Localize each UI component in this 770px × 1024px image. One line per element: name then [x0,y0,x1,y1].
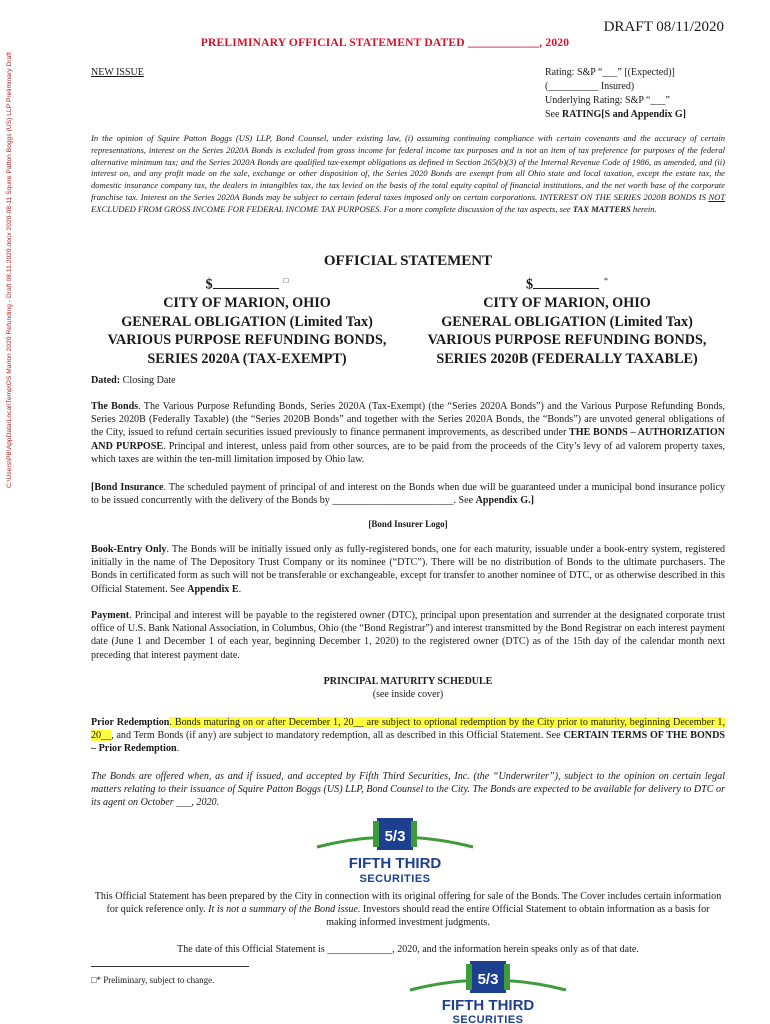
bond-insurer-logo-placeholder: [Bond Insurer Logo] [368,519,448,529]
svg-text:5/3: 5/3 [477,971,499,988]
dated-line: Dated: Closing Date [91,375,176,386]
svg-text:SECURITIES: SECURITIES [452,1014,524,1024]
footnote-preliminary: □* Preliminary, subject to change. [91,975,215,985]
series-2020a-heading [92,272,402,368]
svg-text:5/3: 5/3 [384,828,406,845]
series-a-obligation: GENERAL OBLIGATION (Limited Tax) [121,313,373,330]
series-b-purpose: VARIOUS PURPOSE REFUNDING BONDS, [427,332,707,349]
prepared-statement-paragraph: This Official Statement has been prepared by the City in connection with its original offering for sale of the Bonds. The Cover includes certain information for quick reference only. It is not a summary of the Bond issue. Investors should read the entire Official Statement to obtain information as a basis for making informed investment judgments. [94,891,722,929]
highlighted-redemption-text: . Bonds maturing on or after December 1, 20__ are subject to optional redemption by the City prior to maturity, beginning December 1, 20__ [91,717,725,742]
series-b-city: CITY OF MARION, OHIO [483,295,651,312]
series-a-series: SERIES 2020A (TAX-EXEMPT) [147,350,347,367]
series-b-amount: $ * [525,276,609,293]
maturity-schedule-title: PRINCIPAL MATURITY SCHEDULE [323,676,493,687]
series-b-footnote-mark: * [604,276,609,285]
preliminary-statement-header: PRELIMINARY OFFICIAL STATEMENT DATED ____________, 2020 [200,37,570,49]
statement-date-line: The date of this Official Statement is _____________, 2020, and the information herein speaks only as of that date. [177,944,639,955]
footnote-rule [91,966,249,967]
series-a-purpose: VARIOUS PURPOSE REFUNDING BONDS, [107,332,387,349]
rating-block [545,66,686,122]
svg-text:SECURITIES: SECURITIES [359,873,431,885]
tax-opinion-paragraph: In the opinion of Squire Patton Boggs (US) LLP, Bond Counsel, under existing law, (i) assuming continuing compliance with certain covenants and the accuracy of certain representations, interest on the Series 2020A Bonds is excluded from gross income for federal income tax purposes and is not an item of tax preference for purposes of the federal alternative minimum tax; and the Series 2020A Bonds are qualified tax-exempt obligations as defined in Section 265(b)(3) of the Internal Revenue Code of 1986, as amended, and (ii) interest on, and any profit made on the sale, exchange or other disposition of, the Series 2020 Bonds are exempt from all Ohio state and local taxation, except the estate tax, the domestic insurance company tax, the dealers in intangibles tax, the tax levied on the basis of the total equity capital of financial institutions, and the net worth base of the corporate franchise tax. Interest on the Series 2020A Bonds may be subject to certain federal taxes imposed only on certain corporations. INTEREST ON THE SERIES 2020B BONDS IS NOT EXCLUDED FROM GROSS INCOME FOR FEDERAL INCOME TAX PURPOSES. For a more complete discussion of the tax aspects, see TAX MATTERS herein. [91,133,725,214]
official-statement-title: OFFICIAL STATEMENT [323,253,493,269]
new-issue-label: NEW ISSUE [91,67,144,78]
rating-line-3: Underlying Rating: S&P “___” [545,95,670,106]
payment-paragraph: Payment. Principal and interest will be payable to the registered owner (DTC), principal upon presentation and surrender at the designated corporate trust office of U.S. Bank National Association, in Columbus, Ohio (the “Bond Registrar”) and interest transmitted by the Bond Registrar on each interest payment date (June 1 and December 1 of each year, beginning December 1, 2020) to the registered owner (DTC) as of the 15th day of the calendar month next preceding that interest payment date. [91,610,725,661]
series-b-series: SERIES 2020B (FEDERALLY TAXABLE) [436,350,698,367]
bond-insurance-paragraph: [Bond Insurance. The scheduled payment of principal of and interest on the Bonds when due will be guaranteed under a municipal bond insurance policy to be issued concurrently with the delivery of the Bonds by ________________________. See Appendix G.] [91,482,726,507]
svg-text:FIFTH THIRD: FIFTH THIRD [441,997,535,1014]
rating-line-4: See RATING[S and Appendix G] [545,109,686,120]
svg-text:FIFTH THIRD: FIFTH THIRD [348,855,442,872]
series-a-amount: $ □ [205,276,289,293]
series-2020b-heading [412,272,722,368]
series-a-footnote-mark: □ [283,276,289,285]
the-bonds-paragraph: The Bonds. The Various Purpose Refunding Bonds, Series 2020A (Tax-Exempt) (the “Series 2020A Bonds”) and the Various Purpose Refunding Bonds, Series 2020B (Federally Taxable) (the “Series 2020B Bonds” and together with the Series 2020A Bonds, the “Bonds”) are unvoted general obligations of the City, issued to refund certain securities issued previously to finance permanent improvements, as described under THE BONDS – AUTHORIZATION AND PURPOSE. Principal and interest, unless paid from other sources, are to be paid from the proceeds of the City’s levy of ad valorem property taxes, which taxes are within the ten-mill limitation imposed by Ohio law. [91,401,725,465]
offering-paragraph: The Bonds are offered when, as and if issued, and accepted by Fifth Third Securities, Inc. (the “Underwriter”), subject to the opinion on certain legal matters relating to their issuance of Squire Patton Boggs (US) LLP, Bond Counsel to the City. The Bonds are expected to be available for delivery to DTC or its agent on October ___, 2020. [91,771,725,809]
fifth-third-securities-logo-footer [408,960,568,1024]
book-entry-paragraph: Book-Entry Only. The Bonds will be initially issued only as fully-registered bonds, one for each maturity, issuable under a book-entry system, registered initially in the name of The Depository Trust Company or its nominee (“DTC”). There will be no distribution of Bonds to the ultimate purchasers. The Bonds in certificated form as such will not be transferable or exchangeable, except for transfer to another nominee of DTC, or as otherwise described in this Official Statement. See Appendix E. [91,544,725,595]
draft-label: DRAFT 08/11/2020 [603,19,724,35]
rating-line-2: (__________ Insured) [545,81,635,92]
document-path-stamp: C:\Users\PB\AppData\Local\Temp\OS Marion 2020 Refunding - Draft 08.11.2020.docx 2020-08-11 Squire Patton Boggs (US) LLP Preliminary Draft [6,51,13,488]
fifth-third-securities-logo [315,815,475,887]
tax-matters-ref: TAX MATTERS [572,203,631,214]
series-b-obligation: GENERAL OBLIGATION (Limited Tax) [441,313,693,330]
not-emphasis: NOT [708,191,725,202]
prior-redemption-paragraph: Prior Redemption. Bonds maturing on or after December 1, 20__ are subject to optional redemption by the City prior to maturity, beginning December 1, 20__, and Term Bonds (if any) are subject to mandatory redemption, all as described in this Official Statement. See CERTAIN TERMS OF THE BONDS – Prior Redemption. [91,717,725,755]
rating-line-1: Rating: S&P “___” [(Expected)] [545,67,675,78]
maturity-schedule-subtitle: (see inside cover) [372,689,444,700]
series-a-city: CITY OF MARION, OHIO [163,295,331,312]
